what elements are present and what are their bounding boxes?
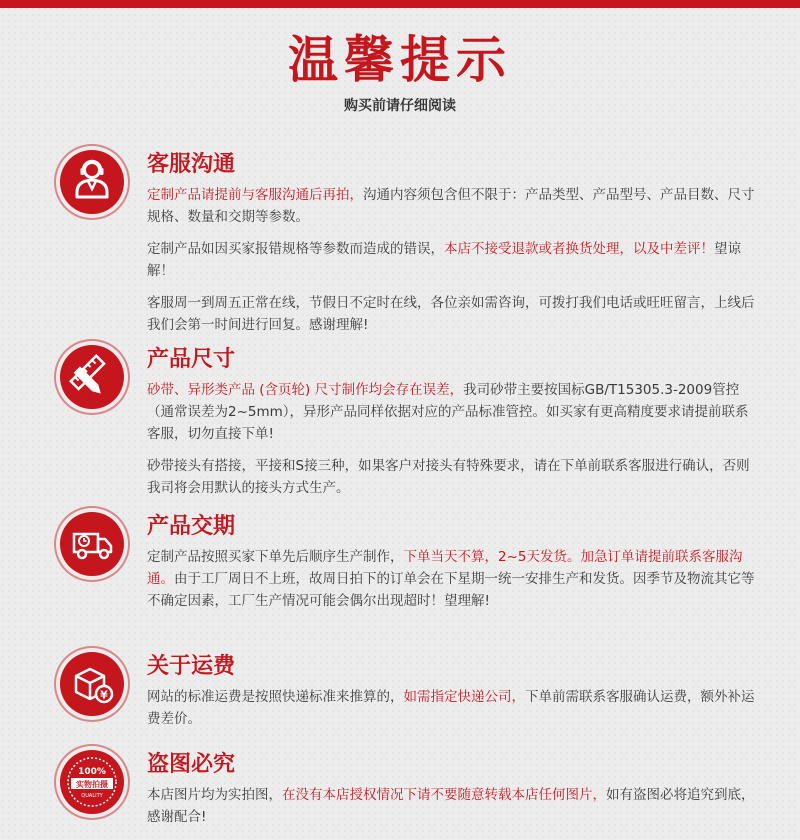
section-heading: 关于运费 — [147, 654, 236, 679]
body-text: 网站的标准运费是按照快递标准来推算的， — [147, 689, 404, 705]
page-title: 温馨提示 — [288, 31, 512, 89]
section-paragraph — [147, 546, 757, 612]
body-text: 本店图片均为实拍图， — [147, 787, 282, 803]
section-heading: 盗图必究 — [147, 752, 236, 777]
highlight-text: 本店不接受退款或者换货处理，以及中差评！ — [444, 241, 714, 257]
badge-percent-text: 100% — [78, 767, 106, 777]
quality-badge-icon — [60, 750, 124, 814]
section-paragraph — [147, 238, 757, 282]
highlight-text: 如需指定快递公司， — [403, 689, 525, 705]
section-paragraph — [147, 379, 757, 445]
delivery-truck-icon — [60, 512, 124, 576]
page-subtitle: 购买前请仔细阅读 — [344, 98, 456, 114]
highlight-text: 在没有本店授权情况下请不要随意转载本店任何图片， — [282, 787, 606, 803]
customer-service-icon — [60, 150, 124, 214]
section-heading: 产品交期 — [147, 514, 236, 539]
section-heading: 客服沟通 — [147, 152, 236, 177]
highlight-text: 下单当天不算，2~5天发货。加急订单请提前联系客服沟通。 — [147, 549, 743, 587]
section-shipping-fee — [147, 652, 757, 740]
body-text: 定制产品如因买家报错规格等参数而造成的错误， — [147, 241, 444, 257]
section-paragraph — [147, 686, 757, 730]
section-paragraph — [147, 784, 757, 828]
body-text: 我司砂带主要按国标GB/T15305.3-2009管控（通常误差为2~5mm），异形产品同样依据对应的产品标准管控。如买家有更高精度要求请提前联系客服，切勿直接下单! — [147, 382, 749, 442]
highlight-text: 定制产品请提前与客服沟通后再拍， — [147, 187, 363, 203]
svg-text:¥: ¥ — [100, 688, 108, 702]
body-text: 沟通内容须包含但不限于：产品类型、产品型号、产品目数、尺寸规格、数量和交期等参数。 — [147, 187, 755, 225]
top-border — [0, 0, 800, 8]
section-paragraph — [147, 184, 757, 228]
section-delivery-time — [147, 512, 757, 622]
section-paragraph: 砂带接头有搭接，平接和S接三种，如果客户对接头有特殊要求，请在下单前联系客服进行确认，否则我司将会用默认的接头方式生产。 — [147, 458, 750, 496]
section-paragraph: 客服周一到周五正常在线，节假日不定时在线，各位亲如需咨询，可拨打我们电话或旺旺留言，上线后我们会第一时间进行回复。感谢理解! — [147, 295, 755, 333]
body-text: 望谅解！ — [147, 241, 741, 279]
package-yen-icon — [60, 652, 124, 716]
body-text: 定制产品按照买家下单先后顺序生产制作， — [147, 549, 404, 565]
section-image-theft — [147, 750, 757, 838]
body-text: 如有盗图必将追究到底，感谢配合! — [147, 787, 755, 825]
pencil-ruler-icon — [60, 345, 124, 409]
badge-banner-text: 实物拍摄 — [76, 780, 108, 789]
section-heading: 产品尺寸 — [147, 347, 236, 372]
section-product-size — [147, 345, 757, 509]
highlight-text: 砂带、异形类产品 (含页轮) 尺寸制作均会存在误差， — [147, 382, 464, 398]
body-text: 下单前需联系客服确认运费，额外补运费差价。 — [147, 689, 755, 727]
section-customer-service — [147, 150, 757, 346]
body-text: 由于工厂周日不上班，故周日拍下的订单会在下星期一统一安排生产和发货。因季节及物流其它等不确定因素，工厂生产情况可能会偶尔出现超时！望理解! — [147, 571, 755, 609]
badge-quality-text: QUALITY — [81, 793, 103, 799]
